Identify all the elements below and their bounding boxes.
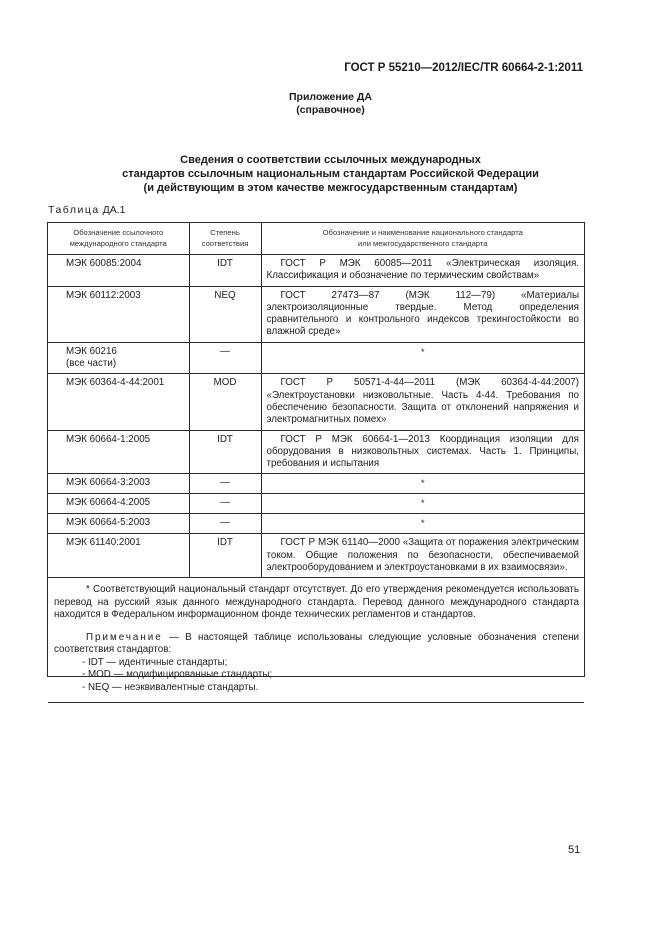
degree-cell: IDT — [189, 430, 261, 474]
degree-cell: IDT — [189, 255, 261, 287]
note-item: - IDT — идентичные стандарты; — [82, 656, 228, 668]
note-text: — В настоящей таблице использованы следующие условные обозначения степени соответствия стандартов: — [54, 631, 579, 656]
note-item: - MOD — модифицированные стандарты; — [82, 669, 273, 681]
header-degree: Степень соответствия — [189, 223, 261, 255]
degree-cell: — — [189, 494, 261, 514]
header-national-standard: Обозначение и наименование национального стандарта или межгосударственного стандарта — [261, 223, 584, 255]
national-standard-cell: ГОСТ Р МЭК 60085—2011 «Электрическая изоляция. Классификация и обозначение по термическим свойствам» — [261, 255, 584, 287]
appendix-name: Приложение ДА — [289, 91, 372, 103]
page-number: 51 — [568, 844, 581, 856]
section-title — [0, 153, 661, 195]
degree-cell: NEQ — [189, 286, 261, 342]
note-item: - NEQ — неэквивалентные стандарты. — [82, 681, 259, 693]
table-label-number: ДА.1 — [102, 204, 126, 216]
table-header-row — [48, 223, 584, 255]
intl-standard-cell: МЭК 60216 (все части) — [48, 342, 189, 374]
table-row — [48, 374, 584, 430]
table-row — [48, 514, 584, 534]
appendix-heading — [0, 91, 661, 117]
title-line-3: (и действующим в этом качестве межгосударственным стандартам) — [143, 182, 518, 194]
intl-standard-cell: МЭК 60364-4-44:2001 — [48, 374, 189, 430]
note — [54, 632, 579, 657]
title-line-1: Сведения о соответствии ссылочных международных — [180, 154, 481, 166]
footnote: * Соответствующий национальный стандарт отсутствует. До его утверждения рекомендуется использовать перевод на русский язык данного международного стандарта. Перевод данного международного стандарта находится в Федеральном информационном фонде технических регламентов и стандартов. — [54, 584, 579, 621]
correspondence-table — [47, 222, 585, 693]
degree-cell: IDT — [189, 534, 261, 578]
intl-standard-cell: МЭК 61140:2001 — [48, 534, 189, 578]
table-row — [48, 342, 584, 374]
note-label: Примечание — [86, 631, 163, 643]
national-standard-cell: ГОСТ Р 50571-4-44—2011 (МЭК 60364-4-44:2007) «Электроустановки низковольтные. Часть 4-44. Требования по обеспечению безопасности. Защита от отклонений напряжения и электромагнитных помех» — [261, 374, 584, 430]
table-label-word: Таблица — [48, 204, 100, 216]
intl-standard-cell: МЭК 60664-5:2003 — [48, 514, 189, 534]
header-intl-standard: Обозначение ссылочного международного стандарта — [48, 223, 189, 255]
intl-standard-cell: МЭК 60085:2004 — [48, 255, 189, 287]
table-row — [48, 286, 584, 342]
intl-standard-cell: МЭК 60664-3:2003 — [48, 474, 189, 494]
table-notes — [48, 578, 584, 703]
national-standard-cell: ГОСТ Р МЭК 60664-1—2013 Координация изоляции для оборудования в низковольтных системах. Часть 1. Принципы, требования и испытания — [261, 430, 584, 474]
degree-cell: — — [189, 514, 261, 534]
table-row — [48, 534, 584, 578]
document-code: ГОСТ Р 55210—2012/IEC/TR 60664-2-1:2011 — [344, 62, 583, 74]
national-standard-cell: * — [261, 494, 584, 514]
degree-cell: MOD — [189, 374, 261, 430]
national-standard-cell: ГОСТ Р МЭК 61140—2000 «Защита от поражения электрическим током. Общие положения по безопасности, обеспечиваемой электрооборудованием и электроустановками в их взаимосвязи». — [261, 534, 584, 578]
table-label — [48, 204, 125, 216]
degree-cell: — — [189, 474, 261, 494]
title-line-2: стандартов ссылочным национальным стандартам Российской Федерации — [122, 168, 539, 180]
intl-standard-cell: МЭК 60664-4:2005 — [48, 494, 189, 514]
national-standard-cell: ГОСТ 27473—87 (МЭК 112—79) «Материалы электроизоляционные твердые. Метод определения сравнительного и контрольного индексов трекингостойкости во влажной среде» — [261, 286, 584, 342]
intl-standard-cell: МЭК 60664-1:2005 — [48, 430, 189, 474]
intl-standard-cell: МЭК 60112:2003 — [48, 286, 189, 342]
national-standard-cell: * — [261, 342, 584, 374]
national-standard-cell: * — [261, 514, 584, 534]
notes-row — [48, 578, 584, 703]
table-row — [48, 474, 584, 494]
national-standard-cell: * — [261, 474, 584, 494]
table-row — [48, 255, 584, 287]
table-row — [48, 430, 584, 474]
degree-cell: — — [189, 342, 261, 374]
appendix-kind: (справочное) — [296, 104, 365, 116]
table-row — [48, 494, 584, 514]
